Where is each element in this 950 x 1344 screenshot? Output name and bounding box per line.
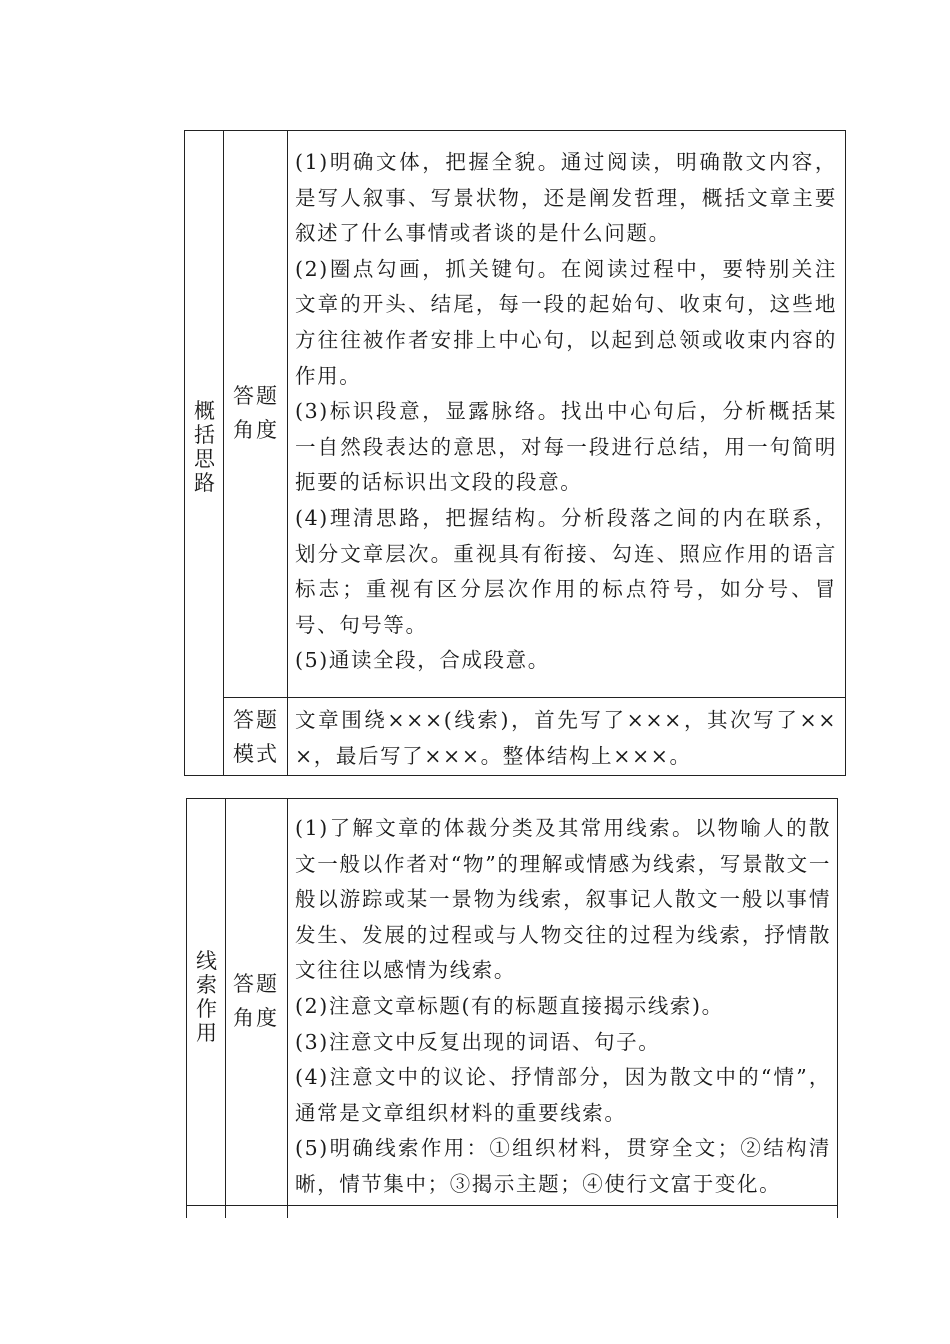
angle-item: (2)圈点勾画，抓关键句。在阅读过程中，要特别关注文章的开头、结尾，每一段的起始句、收束句，这些地方往往被作者安排上中心句，以起到总领或收束内容的作用。 [295, 256, 837, 388]
answer-angle-content [295, 811, 831, 1203]
angle-item: (3)注意文中反复出现的词语、句子。 [295, 1029, 661, 1054]
category-label: 线索作用 [196, 949, 217, 1045]
answer-angle-label: 答题角度 [233, 972, 279, 1030]
angle-item: (2)注意文章标题(有的标题直接揭示线索)。 [295, 993, 724, 1018]
angle-item: (3)标识段意，显露脉络。找出中心句后，分析概括某一自然段表达的意思，对每一段进行总结，用一句简明扼要的话标识出文段的段意。 [295, 399, 837, 495]
row-divider [187, 1205, 837, 1206]
angle-item: (4)理清思路，把握结构。分析段落之间的内在联系，划分文章层次。重视具有衔接、勾连、照应作用的语言标志；重视有区分层次作用的标点符号，如分号、冒号、句号等。 [295, 505, 837, 637]
angle-item: (1)明确文体，把握全貌。通过阅读，明确散文内容，是写人叙事、写景状物，还是阐发哲理，概括文章主要叙述了什么事情或者谈的是什么问题。 [295, 150, 837, 246]
answer-pattern-content: 文章围绕×××(线索)，首先写了×××，其次写了×××，最后写了×××。整体结构上×××。 [295, 708, 837, 768]
clue-function-table [186, 798, 838, 1218]
column-divider [287, 799, 288, 1218]
angle-item: (1)了解文章的体裁分类及其常用线索。以物喻人的散文一般以作者对“物”的理解或情感为线索，写景散文一般以游踪或某一景物为线索，叙事记人散文一般以事情发生、发展的过程或与人物交往的过程为线索，抒情散文往往以感情为线索。 [295, 816, 831, 983]
column-divider [223, 131, 224, 775]
answer-pattern-label: 答题模式 [233, 708, 279, 766]
column-divider [287, 131, 288, 775]
angle-item: (5)明确线索作用：①组织材料，贯穿全文；②结构清晰，情节集中；③揭示主题；④使行文富于变化。 [295, 1136, 831, 1196]
answer-angle-content [295, 145, 837, 679]
summary-approach-table [184, 130, 846, 776]
column-divider [225, 799, 226, 1218]
row-divider [223, 697, 845, 698]
category-label: 概括思路 [194, 399, 215, 495]
answer-angle-label: 答题角度 [233, 384, 279, 442]
angle-item: (4)注意文中的议论、抒情部分，因为散文中的“情”，通常是文章组织材料的重要线索。 [295, 1065, 831, 1125]
angle-item: (5)通读全段，合成段意。 [295, 648, 550, 673]
